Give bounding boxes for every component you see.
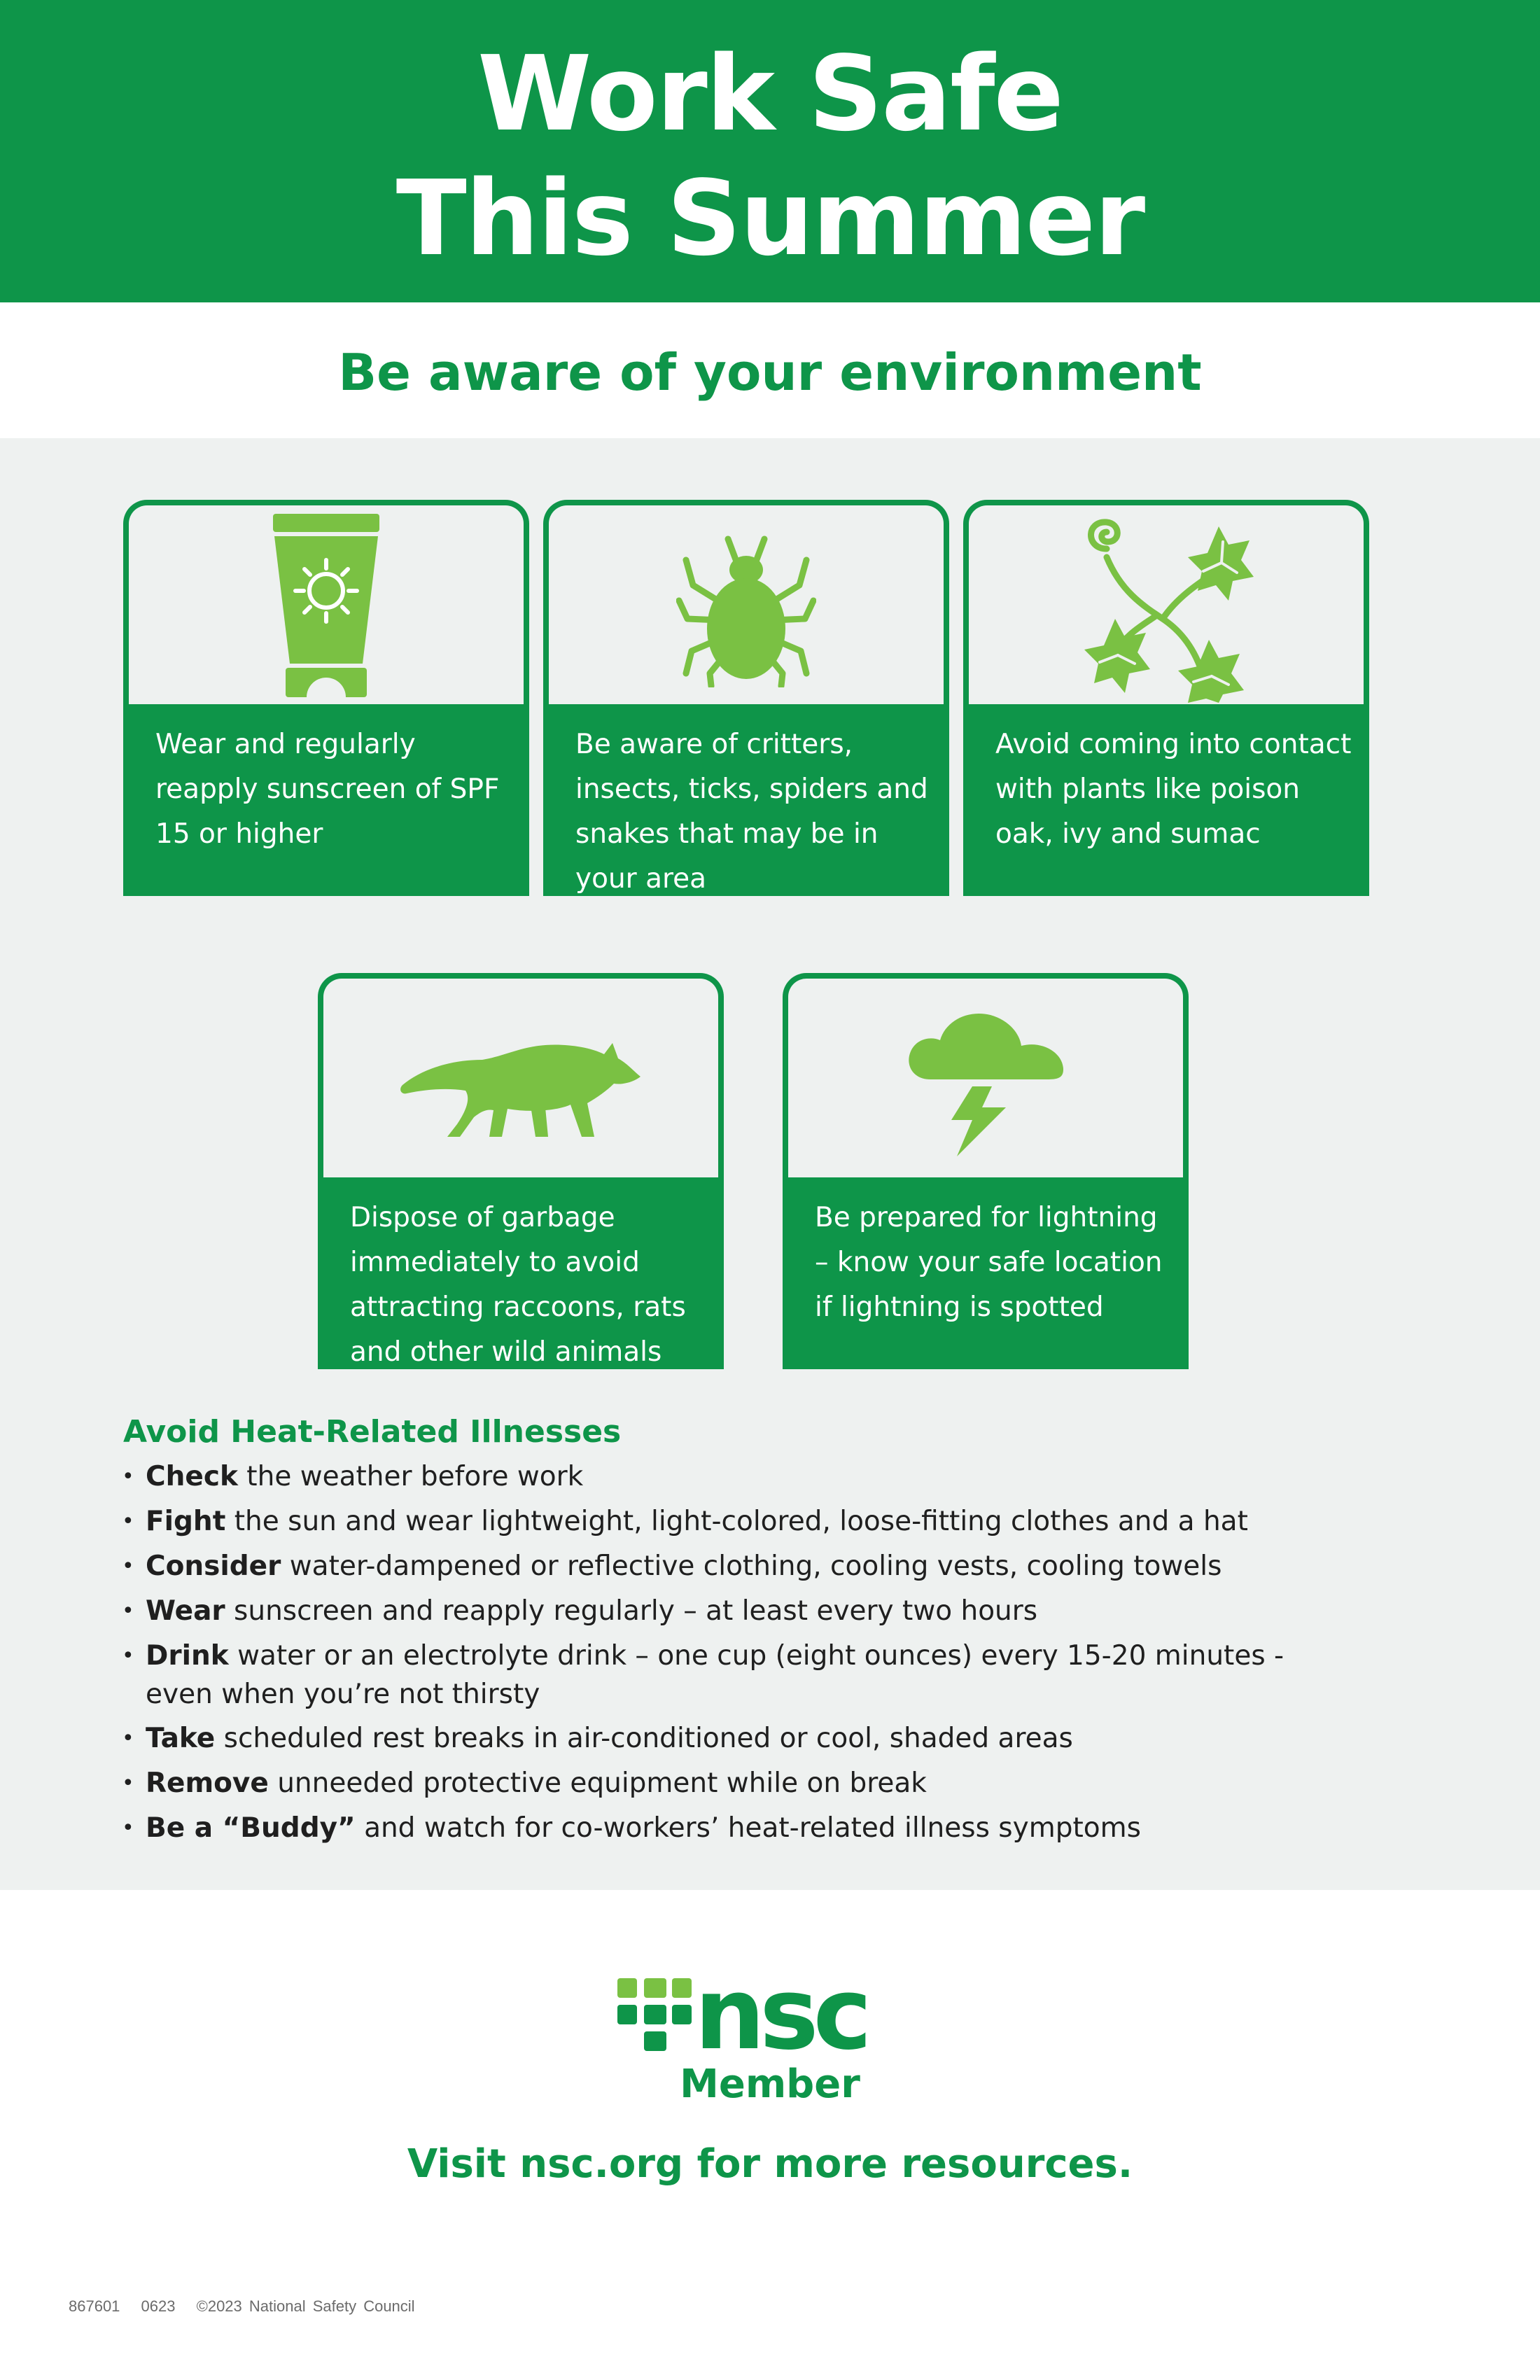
list-item (122, 1764, 1326, 1803)
card-icon-area (963, 500, 1369, 704)
heat-section-title: Avoid Heat-Related Illnesses (123, 1414, 622, 1450)
poison-ivy-icon (1079, 514, 1254, 703)
visit-link[interactable]: Visit nsc.org for more resources. (407, 2141, 1133, 2187)
card-text: Be prepared for lightning – know your safe location if lightning is spotted (815, 1202, 1163, 1323)
footer-copyright: ©2023 National Safety Council (196, 2297, 415, 2315)
item-keyword: Remove (146, 1768, 269, 1799)
subtitle: Be aware of your environment (338, 343, 1202, 402)
item-keyword: Check (146, 1461, 238, 1492)
item-text: and watch for co-workers’ heat-related illness symptoms (355, 1812, 1141, 1844)
list-item (122, 1457, 1326, 1497)
item-keyword: Be a “Buddy” (146, 1812, 356, 1844)
card-text: Wear and regularly reapply sunscreen of SPF 15 or higher (155, 729, 500, 850)
card-critters (543, 500, 949, 896)
card-text-area (543, 704, 949, 896)
heat-tips-list (122, 1457, 1326, 1854)
item-text: the sun and wear lightweight, light-colored, loose-fitting clothes and a hat (225, 1506, 1248, 1537)
item-text: sunscreen and reapply regularly – at least every two hours (225, 1595, 1038, 1627)
header-banner (0, 0, 1540, 302)
sunscreen-icon (270, 514, 382, 697)
card-text-area (318, 1177, 724, 1369)
footer (69, 2297, 429, 2316)
item-keyword: Drink (146, 1640, 229, 1672)
list-item (122, 1809, 1326, 1848)
item-keyword: Wear (146, 1595, 225, 1627)
footer-code: 867601 (69, 2297, 120, 2315)
item-keyword: Take (146, 1723, 216, 1754)
item-text: scheduled rest breaks in air-conditioned or cool, shaded areas (215, 1723, 1073, 1754)
card-icon-area (123, 500, 529, 704)
card-icon-area (318, 973, 724, 1177)
item-keyword: Consider (146, 1550, 281, 1582)
card-icon-area (543, 500, 949, 704)
nsc-wordmark: nsc (694, 1974, 867, 2072)
footer-date: 0623 (141, 2297, 176, 2315)
item-text: unneeded protective equipment while on break (268, 1768, 927, 1799)
card-text-area (783, 1177, 1189, 1369)
card-lightning (783, 973, 1189, 1369)
title-line-1: Work Safe (477, 34, 1063, 154)
item-text: water-dampened or reflective clothing, cooling vests, cooling towels (281, 1550, 1222, 1582)
list-item (122, 1502, 1326, 1541)
card-text: Dispose of garbage immediately to avoid attracting raccoons, rats and other wild animals (350, 1202, 686, 1368)
item-text: water or an electrolyte drink – one cup (eight ounces) every 15-20 minutes - even when you’re not thirsty (146, 1640, 1284, 1710)
list-item (122, 1637, 1322, 1714)
card-icon-area (783, 973, 1189, 1177)
lightning-icon (905, 1009, 1066, 1156)
list-item (122, 1547, 1326, 1586)
item-text: the weather before work (237, 1461, 584, 1492)
raccoon-icon (398, 1018, 643, 1144)
card-text: Be aware of critters, insects, ticks, spiders and snakes that may be in your area (575, 729, 928, 895)
card-animals (318, 973, 724, 1369)
list-item (122, 1719, 1326, 1758)
card-text-area (123, 704, 529, 896)
member-label: Member (680, 2062, 860, 2107)
title-line-2: This Summer (396, 158, 1144, 279)
card-text: Avoid coming into contact with plants like poison oak, ivy and sumac (995, 729, 1352, 850)
card-sunscreen (123, 500, 529, 896)
tick-icon (676, 533, 816, 687)
item-keyword: Fight (146, 1506, 226, 1537)
list-item (122, 1592, 1326, 1631)
card-plants (963, 500, 1369, 896)
card-text-area (963, 704, 1369, 896)
